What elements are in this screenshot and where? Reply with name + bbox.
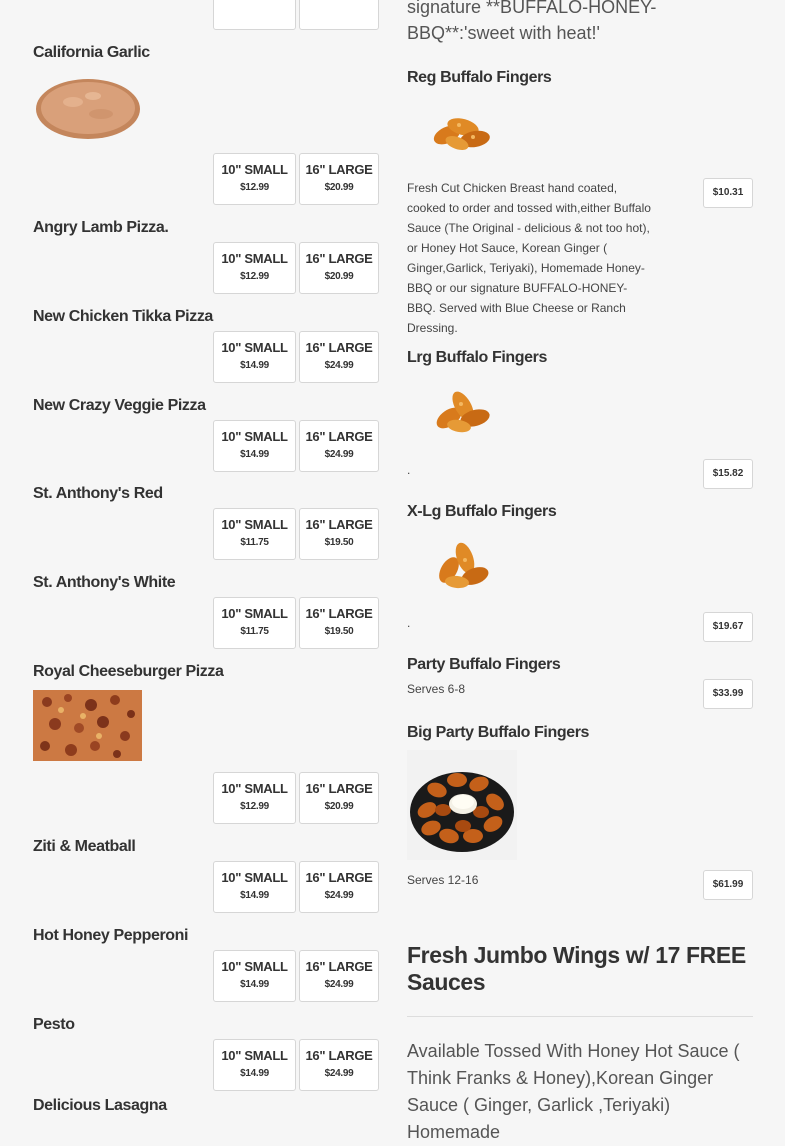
section-title: Fresh Jumbo Wings w/ 17 FREE Sauces [407, 942, 746, 995]
price-button[interactable]: $15.82 [703, 459, 753, 489]
price-pair [213, 242, 379, 294]
item-title: New Crazy Veggie Pizza [33, 397, 206, 414]
size-label: 16" LARGE [305, 517, 373, 532]
price-label: $20.99 [324, 801, 354, 812]
item-description: . [407, 463, 411, 477]
size-label: 16" LARGE [305, 870, 373, 885]
small-price-button[interactable] [213, 153, 296, 205]
price-pair [213, 1039, 379, 1091]
large-price-button[interactable] [299, 0, 379, 30]
price-label: $24.99 [324, 979, 354, 990]
buffalo-fingers-image[interactable] [429, 382, 495, 440]
small-price-button[interactable] [213, 331, 296, 383]
price-button[interactable]: $61.99 [703, 870, 753, 900]
small-price-button[interactable] [213, 1039, 296, 1091]
size-label: 16" LARGE [305, 340, 373, 355]
price-pair [213, 772, 379, 824]
item-title: Party Buffalo Fingers [407, 656, 561, 673]
price-label: $19.50 [324, 537, 354, 548]
section-divider [407, 1016, 753, 1017]
large-price-button[interactable] [299, 242, 379, 294]
price-pair [213, 153, 379, 205]
size-label: 16" LARGE [305, 959, 373, 974]
large-price-button[interactable] [299, 597, 379, 649]
size-label: 10" SMALL [221, 1048, 288, 1063]
price-label: $11.75 [240, 537, 269, 548]
item-title: Big Party Buffalo Fingers [407, 724, 590, 741]
small-price-button[interactable] [213, 508, 296, 560]
item-title: X-Lg Buffalo Fingers [407, 503, 557, 520]
section-description: Available Tossed With Honey Hot Sauce ( Think Franks & Honey),Korean Ginger Sauce ( Ginger, Garlick ,Teriyaki) Homemade [407, 1041, 740, 1142]
size-label: 16" LARGE [305, 1048, 373, 1063]
item-description: . [407, 616, 411, 630]
item-description: Serves 6-8 [407, 682, 466, 696]
cheeseburger-pizza-image[interactable] [33, 690, 142, 761]
item-title: Delicious Lasagna [33, 1097, 167, 1114]
item-description: Fresh Cut Chicken Breast hand coated, cooked to order and tossed with,either Buffalo Sauce (The Original - delicious & not too hot), or Honey Hot Sauce, Korean Ginger ( Ginger,Garlick, Teriyaki), Homemade Honey-BBQ or our signature BUFFALO-HONEY-BBQ. Served with Blue Cheese or Ranch Dressing. [407, 181, 651, 335]
size-label: 16" LARGE [305, 162, 373, 177]
party-platter-image[interactable] [407, 750, 517, 860]
item-title: Ziti & Meatball [33, 838, 136, 855]
intro-text: signature **BUFFALO-HONEY-BBQ**:'sweet with heat!' [407, 0, 657, 43]
size-label: 10" SMALL [221, 340, 288, 355]
item-title: St. Anthony's White [33, 574, 176, 591]
item-description: Serves 12-16 [407, 873, 479, 887]
price-pair [213, 597, 379, 649]
item-title: Angry Lamb Pizza. [33, 219, 169, 236]
item-title: Royal Cheeseburger Pizza [33, 663, 224, 680]
price-label: $14.99 [240, 1068, 269, 1079]
price-label: $14.99 [240, 360, 269, 371]
price-label: $24.99 [324, 449, 354, 460]
item-title: St. Anthony's Red [33, 485, 163, 502]
item-title: Reg Buffalo Fingers [407, 69, 552, 86]
price-label: $11.75 [240, 626, 269, 637]
size-label: 10" SMALL [221, 162, 288, 177]
size-label: 16" LARGE [305, 781, 373, 796]
large-price-button[interactable] [299, 508, 379, 560]
size-label: 10" SMALL [221, 429, 288, 444]
size-label: 10" SMALL [221, 870, 288, 885]
small-price-button[interactable] [213, 420, 296, 472]
large-price-button[interactable] [299, 331, 379, 383]
small-price-button[interactable] [213, 950, 296, 1002]
price-label: $24.99 [324, 890, 354, 901]
large-price-button[interactable] [299, 153, 379, 205]
price-label: $24.99 [324, 360, 354, 371]
price-button[interactable]: $19.67 [703, 612, 753, 642]
price-pair [213, 508, 379, 560]
price-pair [213, 420, 379, 472]
item-title: Hot Honey Pepperoni [33, 927, 189, 944]
item-title: Pesto [33, 1016, 75, 1033]
large-price-button[interactable] [299, 772, 379, 824]
garlic-pizza-image[interactable] [33, 74, 143, 140]
price-label: $12.99 [240, 182, 269, 193]
size-label: 10" SMALL [221, 606, 288, 621]
small-price-button[interactable] [213, 861, 296, 913]
large-price-button[interactable] [299, 861, 379, 913]
price-label: $20.99 [324, 182, 354, 193]
size-label: 10" SMALL [221, 517, 288, 532]
price-label: $12.99 [240, 271, 269, 282]
size-label: 16" LARGE [305, 251, 373, 266]
price-label: $24.99 [324, 1068, 354, 1079]
price-pair [213, 861, 379, 913]
size-label: 10" SMALL [221, 959, 288, 974]
size-label: 10" SMALL [221, 251, 288, 266]
buffalo-fingers-image[interactable] [429, 536, 495, 594]
small-price-button[interactable] [213, 772, 296, 824]
large-price-button[interactable] [299, 420, 379, 472]
size-label: 16" LARGE [305, 429, 373, 444]
item-title: California Garlic [33, 44, 150, 61]
price-label: $14.99 [240, 890, 269, 901]
price-pair [213, 331, 379, 383]
price-pair [213, 950, 379, 1002]
size-label: 10" SMALL [221, 781, 288, 796]
price-label: $12.99 [240, 801, 269, 812]
price-button[interactable]: $10.31 [703, 178, 753, 208]
large-price-button[interactable] [299, 1039, 379, 1091]
price-label: $14.99 [240, 979, 269, 990]
item-title: New Chicken Tikka Pizza [33, 308, 213, 325]
item-title: Lrg Buffalo Fingers [407, 349, 547, 366]
price-label: $20.99 [324, 271, 354, 282]
price-pair [213, 0, 379, 30]
size-label: 16" LARGE [305, 606, 373, 621]
price-label: $19.50 [324, 626, 354, 637]
small-price-button[interactable] [213, 597, 296, 649]
buffalo-fingers-image[interactable] [429, 105, 495, 157]
price-button[interactable]: $33.99 [703, 679, 753, 709]
price-label: $14.99 [240, 449, 269, 460]
large-price-button[interactable] [299, 950, 379, 1002]
small-price-button[interactable] [213, 0, 296, 30]
small-price-button[interactable] [213, 242, 296, 294]
